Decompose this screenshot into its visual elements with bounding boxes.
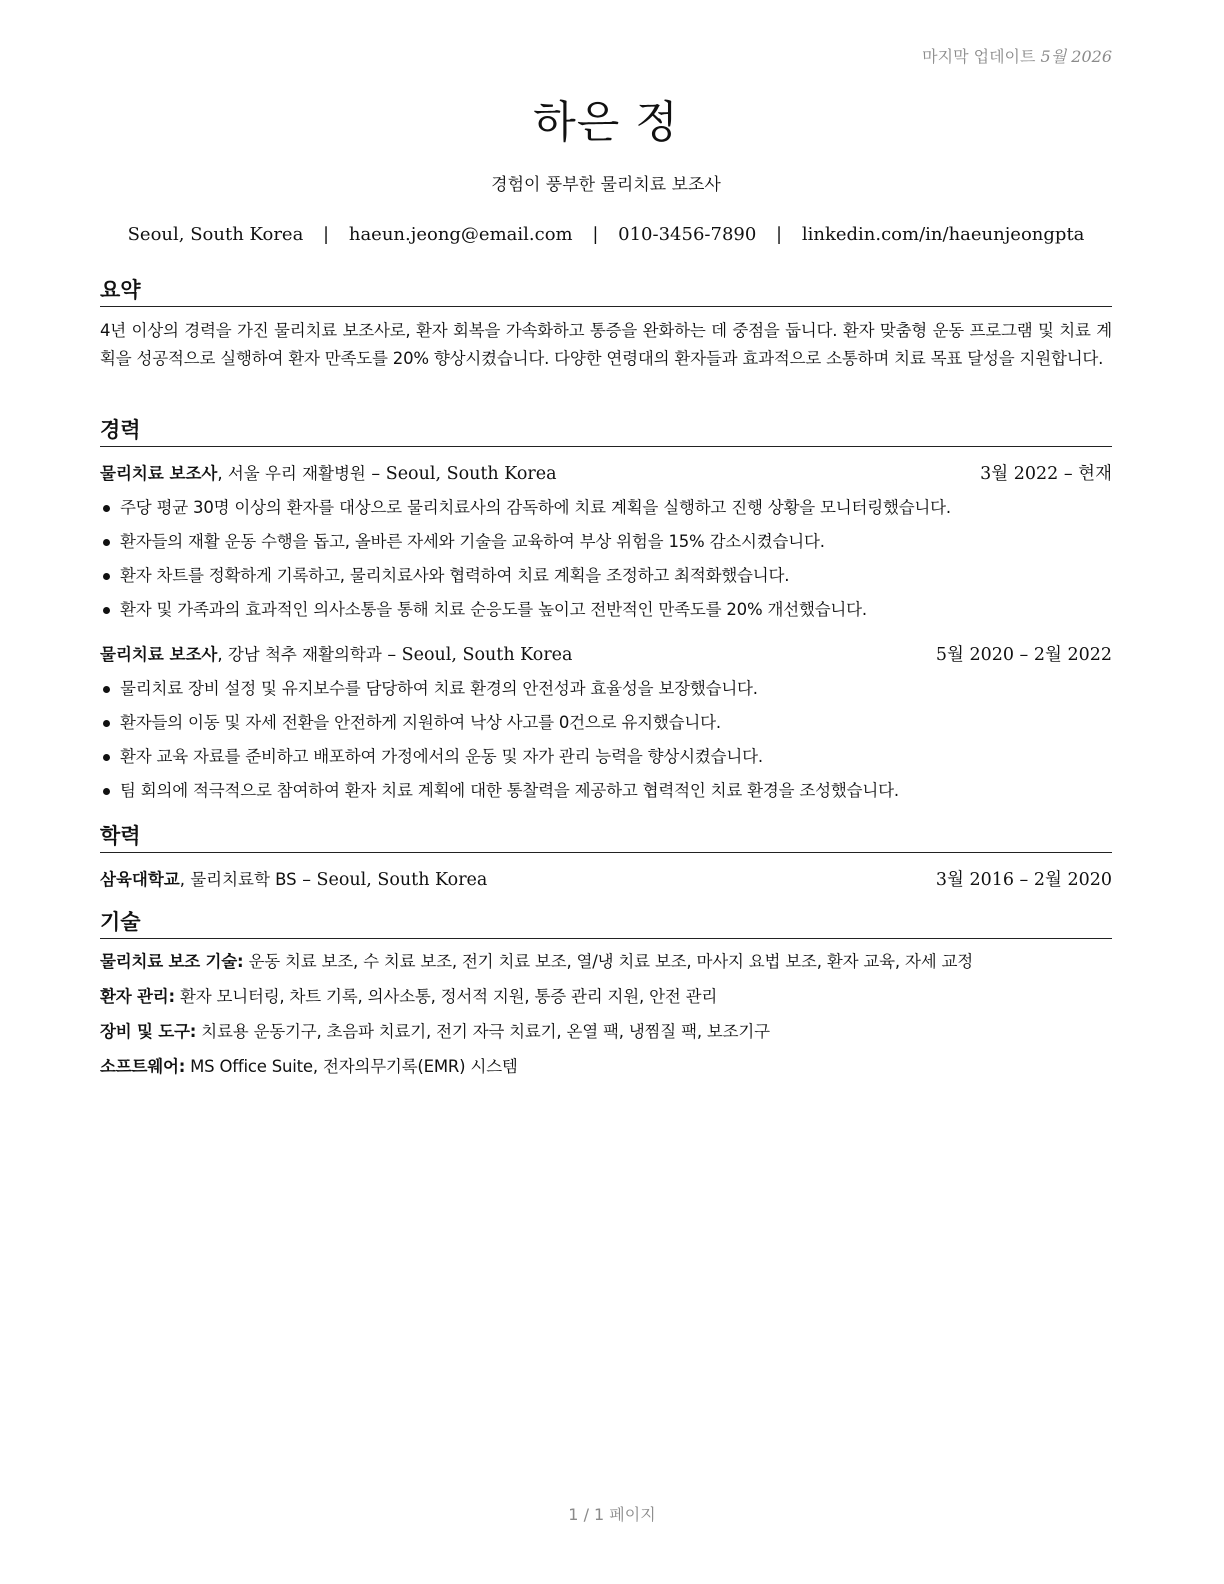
job-dates: 5월 2020 – 2월 2022 — [935, 645, 1112, 665]
job-bullets — [100, 491, 1112, 627]
bullet-item — [100, 706, 1112, 740]
job-bullets — [100, 672, 1112, 808]
skill-label: 소프트웨어: — [100, 1057, 186, 1076]
summary-section — [100, 276, 1112, 373]
contact-email[interactable]: haeun.jeong@email.com — [348, 224, 573, 245]
job-entry — [100, 641, 1112, 808]
contact-separator: | — [592, 224, 599, 245]
job-entry — [100, 460, 1112, 627]
bullet-item — [100, 491, 1112, 525]
skills-list — [100, 944, 1112, 1084]
bullet-text: 주당 평균 30명 이상의 환자를 대상으로 물리치료사의 감독하에 치료 계획을 실행하고 진행 상황을 모니터링했습니다. — [120, 498, 951, 517]
contact-separator: | — [323, 224, 330, 245]
experience-heading: 경력 — [100, 416, 1112, 447]
bullet-icon — [103, 788, 110, 795]
skill-value: 치료용 운동기구, 초음파 치료기, 전기 자극 치료기, 온열 팩, 냉찜질 팩, 보조기구 — [196, 1022, 770, 1041]
contact-phone[interactable]: 010-3456-7890 — [618, 224, 757, 245]
job-location: – Seoul, South Korea — [365, 464, 557, 484]
education-degree: , 물리치료학 BS — [179, 870, 297, 889]
summary-heading: 요약 — [100, 276, 1112, 307]
skill-row — [100, 979, 1112, 1014]
candidate-subtitle: 경험이 풍부한 물리치료 보조사 — [491, 175, 721, 195]
last-updated-year: 2026 — [1071, 47, 1112, 66]
bullet-text: 팀 회의에 적극적으로 참여하여 환자 치료 계획에 대한 통찰력을 제공하고 협력적인 치료 환경을 조성했습니다. — [120, 781, 899, 800]
contact-separator: | — [776, 224, 783, 245]
job-dates: 3월 2022 – 현재 — [980, 464, 1112, 484]
skill-label: 물리치료 보조 기술: — [100, 952, 244, 971]
bullet-item — [100, 672, 1112, 706]
bullet-icon — [103, 539, 110, 546]
last-updated-label: 마지막 업데이트 — [922, 47, 1036, 66]
bullet-icon — [103, 505, 110, 512]
bullet-item — [100, 559, 1112, 593]
education-heading: 학력 — [100, 822, 1112, 853]
bullet-item — [100, 525, 1112, 559]
last-updated-month: 5월 — [1040, 47, 1067, 66]
contact-line — [100, 224, 1112, 245]
skill-label: 환자 관리: — [100, 987, 175, 1006]
skill-value: MS Office Suite, 전자의무기록(EMR) 시스템 — [185, 1057, 518, 1076]
skill-label: 장비 및 도구: — [100, 1022, 197, 1041]
bullet-item — [100, 740, 1112, 774]
bullet-icon — [103, 754, 110, 761]
job-org: , 강남 척추 재활의학과 — [217, 645, 382, 664]
job-title: 물리치료 보조사 — [100, 645, 218, 664]
bullet-text: 물리치료 장비 설정 및 유지보수를 담당하여 치료 환경의 안전성과 효율성을 보장했습니다. — [120, 679, 758, 698]
contact-linkedin[interactable]: linkedin.com/in/haeunjeongpta — [801, 224, 1085, 245]
job-header — [100, 641, 1112, 669]
job-org: , 서울 우리 재활병원 — [217, 464, 366, 483]
skills-heading: 기술 — [100, 908, 1112, 939]
last-updated — [922, 44, 1112, 67]
bullet-icon — [103, 573, 110, 580]
job-location: – Seoul, South Korea — [381, 645, 573, 665]
education-title-line — [100, 866, 487, 894]
job-title: 물리치료 보조사 — [100, 464, 218, 483]
candidate-name: 하은 정 — [533, 97, 679, 148]
bullet-text: 환자 차트를 정확하게 기록하고, 물리치료사와 협력하여 치료 계획을 조정하고 최적화했습니다. — [120, 566, 790, 585]
skill-row — [100, 1014, 1112, 1049]
education-school: 삼육대학교 — [100, 870, 180, 889]
skill-row — [100, 1049, 1112, 1084]
job-title-line — [100, 460, 557, 488]
education-section — [100, 822, 1112, 894]
summary-text: 4년 이상의 경력을 가진 물리치료 보조사로, 환자 회복을 가속화하고 통증을 완화하는 데 중점을 둡니다. 환자 맞춤형 운동 프로그램 및 치료 계획을 성공적으로 실행하여 환자 만족도를 20% 향상시켰습니다. 다양한 연령대의 환자들과 효과적으로 소통하며 치료 목표 달성을 지원합니다. — [100, 321, 1112, 368]
education-dates: 3월 2016 – 2월 2020 — [935, 870, 1112, 890]
page-number: 1 / 1 페이지 — [568, 1505, 656, 1524]
bullet-item — [100, 774, 1112, 808]
bullet-icon — [103, 720, 110, 727]
bullet-text: 환자들의 이동 및 자세 전환을 안전하게 지원하여 낙상 사고를 0건으로 유지했습니다. — [120, 713, 721, 732]
education-location: – Seoul, South Korea — [296, 870, 488, 890]
contact-location: Seoul, South Korea — [127, 224, 304, 245]
job-header — [100, 460, 1112, 488]
job-title-line — [100, 641, 572, 669]
experience-section — [100, 416, 1112, 808]
skill-row — [100, 944, 1112, 979]
bullet-item — [100, 593, 1112, 627]
skills-section — [100, 908, 1112, 1084]
skill-value: 환자 모니터링, 차트 기록, 의사소통, 정서적 지원, 통증 관리 지원, 안전 관리 — [174, 987, 718, 1006]
bullet-text: 환자 및 가족과의 효과적인 의사소통을 통해 치료 순응도를 높이고 전반적인 만족도를 20% 개선했습니다. — [120, 600, 867, 619]
bullet-text: 환자 교육 자료를 준비하고 배포하여 가정에서의 운동 및 자가 관리 능력을 향상시켰습니다. — [120, 747, 763, 766]
bullet-icon — [103, 607, 110, 614]
education-entry — [100, 866, 1112, 894]
skill-value: 운동 치료 보조, 수 치료 보조, 전기 치료 보조, 열/냉 치료 보조, 마사지 요법 보조, 환자 교육, 자세 교정 — [243, 952, 973, 971]
bullet-icon — [103, 686, 110, 693]
bullet-text: 환자들의 재활 운동 수행을 돕고, 올바른 자세와 기술을 교육하여 부상 위험을 15% 감소시켰습니다. — [120, 532, 825, 551]
